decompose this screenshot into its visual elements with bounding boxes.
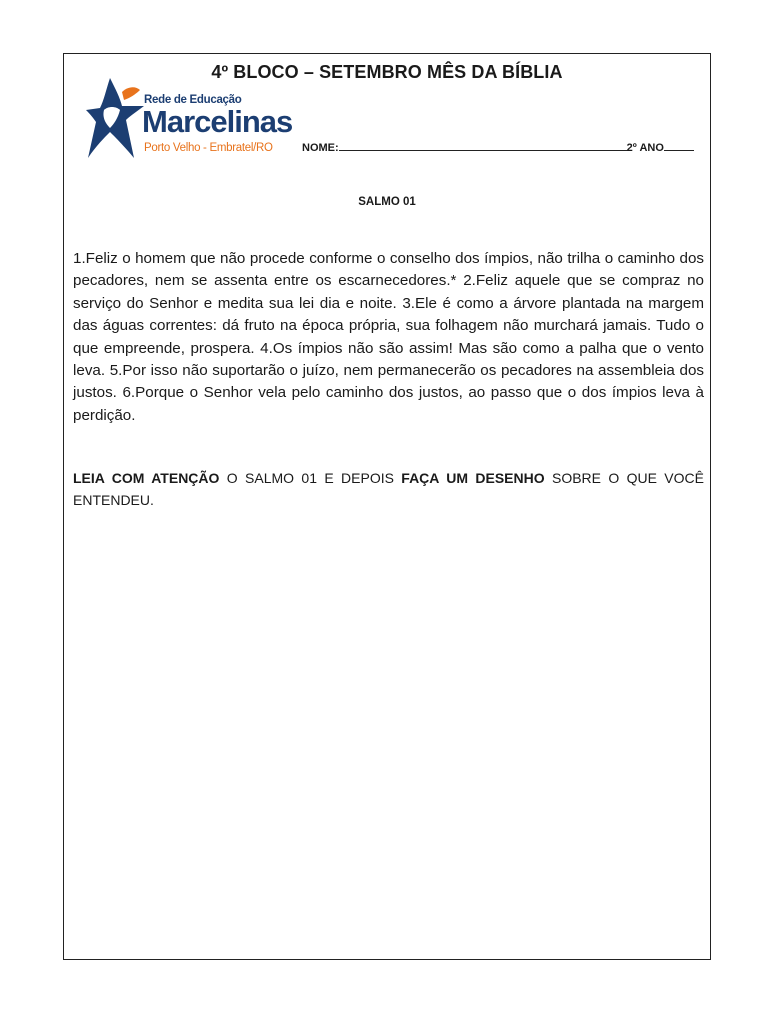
page-title: 4º BLOCO – SETEMBRO MÊS DA BÍBLIA [211,62,563,82]
instruction-end: SOBRE O QUE VOCÊ ENTENDEU. [73,470,704,508]
instruction-middle: O SALMO 01 E DEPOIS [219,470,402,486]
name-field[interactable] [339,140,627,151]
logo-location: Porto Velho - Embratel/RO [144,142,273,154]
star-logo-icon [86,76,146,166]
instruction-emphasis-draw: FAÇA UM DESENHO [401,470,545,486]
worksheet-frame [63,53,711,960]
drawing-area[interactable] [73,524,704,944]
grade-label: 2º ANO [626,142,664,154]
instruction-text [73,467,704,511]
school-logo [86,76,293,166]
logo-network-text: Rede de Educação [144,94,242,106]
instruction-emphasis-read: LEIA COM ATENÇÃO [73,470,220,486]
psalm-title: SALMO 01 [358,196,416,208]
psalm-text: 1.Feliz o homem que não procede conforme o conselho dos ímpios, não trilha o caminho dos pecadores, nem se assenta entre os escarnecedores.* 2.Feliz aquele que se compraz no serviço do Senhor e medita sua lei dia e noite. 3.Ele é como a árvore plantada na margem das águas correntes: dá fruto na época própria, sua folhagem não murchará jamais. Tudo o que empreende, prospera. 4.Os ímpios não são assim! Mas são como a palha que o vento leva. 5.Por isso não suportarão o juízo, nem permanecerão os pecadores na assembleia dos justos. 6.Porque o Senhor vela pelo caminho dos justos, ao passo que o dos ímpios leva à perdição. [73,250,704,424]
name-label: NOME: [302,142,339,154]
grade-field[interactable] [664,140,694,151]
student-name-line [302,140,694,154]
logo-school-name: Marcelinas [142,104,293,139]
